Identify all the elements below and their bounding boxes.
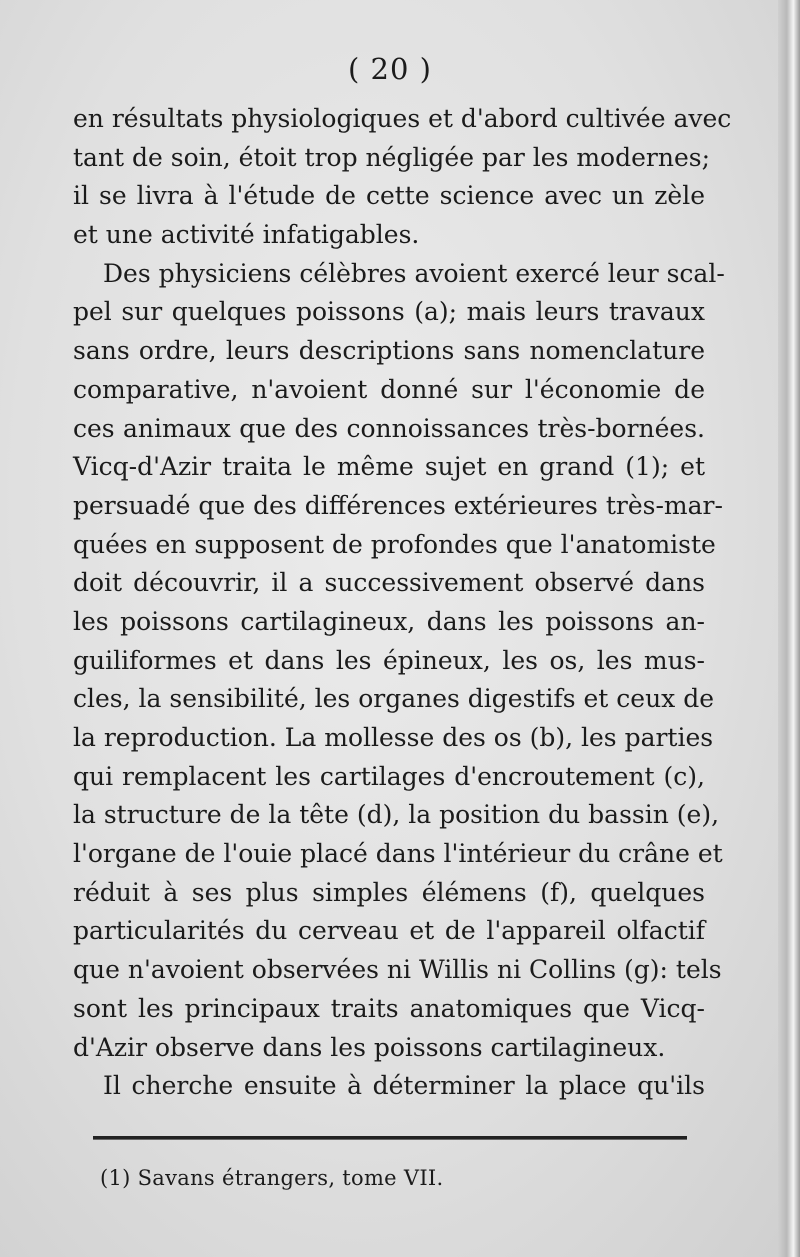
text-line: sont les principaux traits anatomiques que Vicq- [73,993,705,1023]
body-text [73,100,732,1106]
text-line: l'organe de l'ouie placé dans l'intérieur du crâne et [73,839,723,869]
footnote-rule [93,1136,687,1140]
text-line: Vicq-d'Azir traita le même sujet en grand (1); et [73,452,705,482]
text-line: pel sur quelques poissons (a); mais leurs travaux [73,297,705,327]
footnote: (1) Savans étrangers, tome VII. [100,1166,444,1190]
text-line: doit découvrir, il a successivement observé dans [73,568,705,598]
text-line: qui remplacent les cartilages d'encroutement (c), [73,761,705,791]
text-line: comparative, n'avoient donné sur l'économie de [73,374,705,404]
page-edge [778,0,800,1257]
text-line: sans ordre, leurs descriptions sans nomenclature [73,336,705,366]
text-line: tant de soin, étoit trop négligée par les modernes; [73,142,710,172]
text-line: les poissons cartilagineux, dans les poissons an- [73,606,705,636]
text-line: guiliformes et dans les épineux, les os, les mus- [73,645,705,675]
text-line: d'Azir observe dans les poissons cartilagineux. [73,1032,666,1062]
text-line: ces animaux que des connoissances très-bornées. [73,413,705,443]
text-line: réduit à ses plus simples élémens (f), quelques [73,877,705,907]
text-line: et une activité infatigables. [73,220,420,250]
text-line: il se livra à l'étude de cette science avec un zèle [73,181,705,211]
text-line: Des physiciens célèbres avoient exercé leur scal- [103,258,725,288]
text-line: persuadé que des différences extérieures très-mar- [73,490,723,520]
text-line: la reproduction. La mollesse des os (b), les parties [73,723,714,752]
text-line: que n'avoient observées ni Willis ni Collins (g): tels [73,955,722,985]
page-number: ( 20 ) [348,52,432,86]
text-line: quées en supposent de profondes que l'anatomiste [73,529,716,559]
text-line: en résultats physiologiques et d'abord cultivée avec [73,104,732,133]
text-line: particularités du cerveau et de l'appareil olfactif [73,916,705,946]
text-line: cles, la sensibilité, les organes digestifs et ceux de [73,684,715,714]
text-line: Il cherche ensuite à déterminer la place qu'ils [103,1071,705,1101]
text-line: la structure de la tête (d), la position du bassin (e), [73,800,720,830]
